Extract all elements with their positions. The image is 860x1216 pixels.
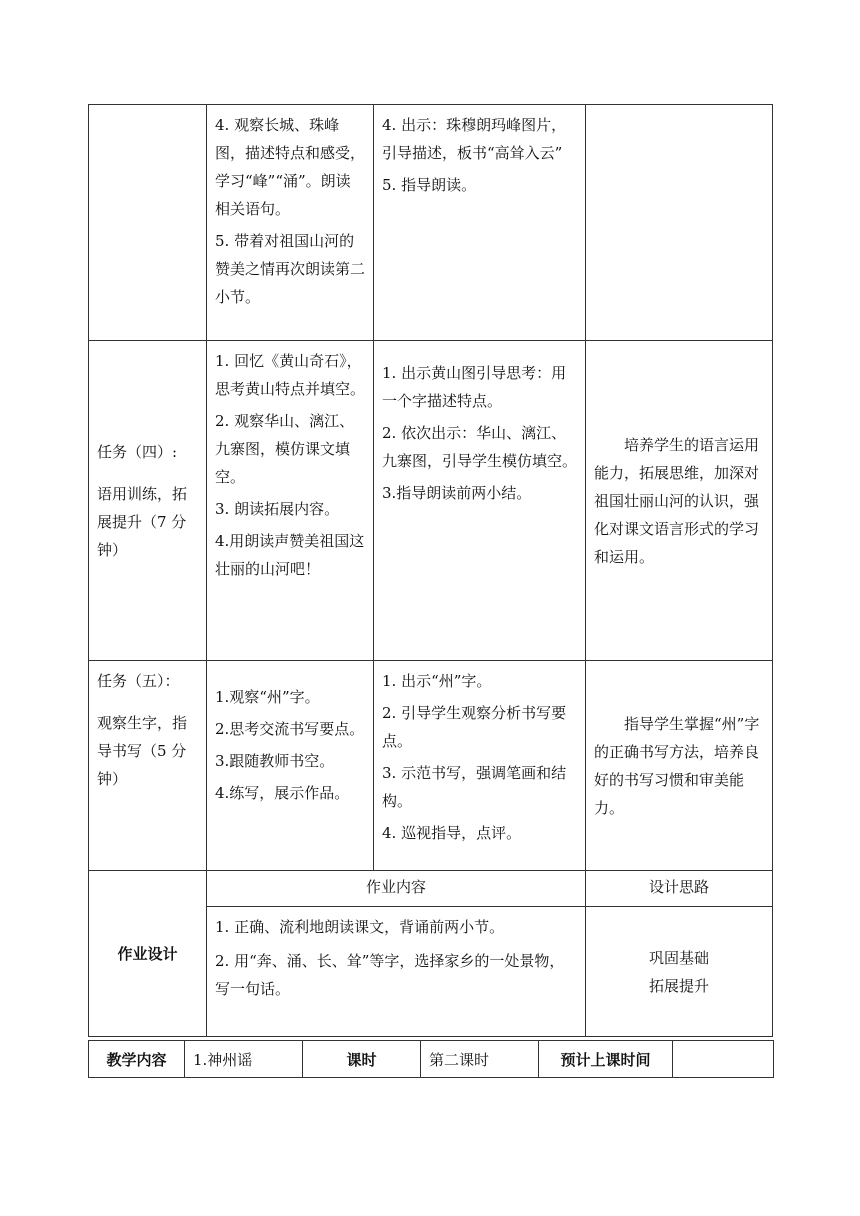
purpose-cell: 指导学生掌握“州”字的正确书写方法，培养良好的书写习惯和审美能力。 [586, 661, 773, 871]
table-row [89, 105, 773, 341]
homework-title: 作业设计 [89, 871, 207, 1037]
student-step: 4. 观察长城、珠峰图，描述特点和感受，学习“峰”“涌”。朗读相关语句。 [215, 116, 366, 218]
student-activity-cell [207, 341, 374, 661]
homework-content-header: 作业内容 [207, 871, 586, 907]
teacher-activity-cell [374, 105, 586, 341]
student-step: 2.思考交流书写要点。 [215, 720, 365, 738]
homework-item: 1. 正确、流利地朗读课文，背诵前两小节。 [215, 918, 505, 936]
homework-thought-header: 设计思路 [586, 871, 773, 907]
student-step: 1.观察“州”字。 [215, 688, 320, 706]
student-activity-cell [207, 105, 374, 341]
purpose-cell [586, 105, 773, 341]
teacher-activity-cell [374, 661, 586, 871]
homework-thought: 拓展提升 [648, 976, 709, 995]
student-step: 5. 带着对祖国山河的赞美之情再次朗读第二小节。 [215, 232, 366, 306]
teacher-step: 3. 示范书写，强调笔画和结构。 [382, 764, 567, 810]
purpose-cell: 培养学生的语言运用能力，拓展思维，加深对祖国壮丽山河的认识，强化对课文语言形式的学习和运用。 [586, 341, 773, 661]
task-description: 语用训练，拓展提升（7 分钟） [97, 484, 188, 559]
period-value: 第二课时 [421, 1041, 539, 1078]
student-step: 2. 观察华山、漓江、九寨图，模仿课文填空。 [215, 412, 355, 486]
content-label: 教学内容 [89, 1041, 185, 1078]
teacher-step: 5. 指导朗读。 [382, 176, 477, 194]
lesson-info-table [88, 1040, 774, 1078]
table-row [89, 1041, 774, 1078]
homework-item: 2. 用“奔、涌、长、耸”等字，选择家乡的一处景物，写一句话。 [215, 952, 565, 998]
period-label: 课时 [303, 1041, 421, 1078]
task-title: 任务（四）: [97, 442, 178, 461]
student-step: 3. 朗读拓展内容。 [215, 500, 340, 518]
teacher-step: 2. 依次出示：华山、漓江、九寨图，引导学生模仿填空。 [382, 424, 578, 470]
student-activity-cell [207, 661, 374, 871]
student-step: 1. 回忆《黄山奇石》，思考黄山特点并填空。 [215, 352, 366, 398]
teacher-step: 1. 出示“州”字。 [382, 672, 492, 690]
student-step: 4.练写，展示作品。 [215, 784, 350, 802]
time-value [673, 1041, 774, 1078]
teacher-step: 2. 引导学生观察分析书写要点。 [382, 704, 567, 750]
task-cell [89, 341, 207, 661]
content-value: 1.神州谣 [185, 1041, 303, 1078]
teacher-step: 4. 巡视指导，点评。 [382, 824, 522, 842]
time-label: 预计上课时间 [539, 1041, 673, 1078]
task-cell [89, 661, 207, 871]
student-step: 4.用朗读声赞美祖国这壮丽的山河吧！ [215, 532, 365, 578]
table-row [89, 661, 773, 871]
homework-thought-cell [586, 907, 773, 1037]
teacher-activity-cell [374, 341, 586, 661]
table-row [89, 341, 773, 661]
student-step: 3.跟随教师书空。 [215, 752, 335, 770]
teacher-step: 1. 出示黄山图引导思考：用一个字描述特点。 [382, 364, 567, 410]
task-title: 任务（五）： [97, 672, 180, 690]
homework-content-cell [207, 907, 586, 1037]
teacher-step: 3.指导朗读前两小结。 [382, 484, 532, 502]
lesson-plan-table [88, 104, 773, 1037]
task-description: 观察生字，指导书写（5 分钟） [97, 714, 188, 788]
teacher-step: 4. 出示：珠穆朗玛峰图片，引导描述，板书“高耸入云” [382, 116, 567, 162]
homework-header-row [89, 871, 773, 907]
homework-thought: 巩固基础 [648, 948, 709, 967]
task-cell [89, 105, 207, 341]
